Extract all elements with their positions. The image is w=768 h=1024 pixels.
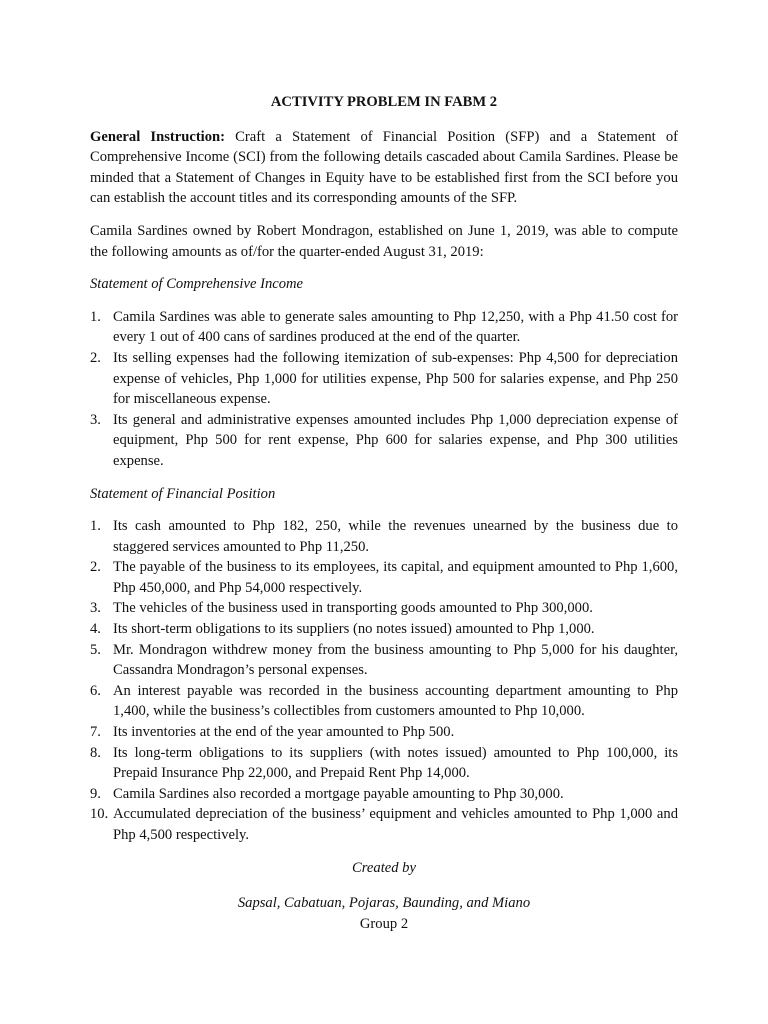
list-item-number: 4. [90, 621, 101, 638]
created-by-label: Created by [352, 859, 416, 876]
list-item [90, 784, 678, 805]
list-item-number: 8. [90, 744, 101, 761]
list-item [90, 743, 678, 784]
list-item [90, 722, 678, 743]
list-item-text: Its cash amounted to Php 182, 250, while the revenues unearned by the business due to staggered services amounted to Php 11,250. [113, 518, 678, 555]
general-instruction-label: General Instruction: [90, 128, 226, 145]
list-item [90, 598, 678, 619]
list-item-number: 1. [90, 518, 101, 535]
list-item-text: Its selling expenses had the following itemization of sub-expenses: Php 4,500 for depreciation expense of vehicles, Php 1,000 for utilities expense, Php 500 for salaries expense, and Php 250 for miscellaneous expense. [113, 349, 678, 408]
list-item-text: Camila Sardines was able to generate sales amounting to Php 12,250, with a Php 41.50 cost for every 1 out of 400 cans of sardines produced at the end of the quarter. [113, 308, 678, 346]
list-item-number: 2. [90, 349, 101, 366]
list-item-text: Accumulated depreciation of the business’ equipment and vehicles amounted to Php 1,000 and Php 4,500 respectively. [113, 806, 678, 843]
list-item-text: Its general and administrative expenses amounted includes Php 1,000 depreciation expense of equipment, Php 500 for rent expense, Php 600 for salaries expense, and Php 300 utilities expense. [113, 411, 678, 469]
general-instruction [90, 127, 678, 209]
list-item [90, 557, 678, 598]
intro-paragraph: Camila Sardines owned by Robert Mondragon, established on June 1, 2019, was able to compute the following amounts as of/for the quarter-ended August 31, 2019: [90, 222, 678, 260]
list-item-text: The vehicles of the business used in transporting goods amounted to Php 300,000. [113, 600, 593, 617]
sci-list [90, 307, 678, 472]
list-item-number: 5. [90, 641, 101, 658]
list-item-number: 10. [90, 806, 109, 823]
list-item [90, 619, 678, 640]
list-item-text: Its short-term obligations to its suppliers (no notes issued) amounted to Php 1,000. [113, 621, 595, 638]
list-item-text: The payable of the business to its employees, its capital, and equipment amounted to Php 1,600, Php 450,000, and Php 54,000 respectively. [113, 559, 678, 596]
list-item-text: Mr. Mondragon withdrew money from the business amounting to Php 5,000 for his daughter, Cassandra Mondragon’s personal expenses. [113, 641, 678, 679]
document-page [90, 92, 678, 934]
list-item [90, 681, 678, 722]
list-item-text: An interest payable was recorded in the business accounting department amounting to Php 1,400, while the business’s collectibles from customers amounted to Php 10,000. [113, 682, 678, 720]
list-item-number: 1. [90, 308, 101, 325]
list-item-number: 2. [90, 559, 101, 576]
list-item-text: Its long-term obligations to its suppliers (with notes issued) amounted to Php 100,000, its Prepaid Insurance Php 22,000, and Prepaid Rent Php 14,000. [113, 744, 678, 782]
page-title: ACTIVITY PROBLEM IN FABM 2 [270, 94, 498, 110]
list-item-text: Its inventories at the end of the year amounted to Php 500. [113, 724, 455, 741]
list-item-number: 9. [90, 785, 101, 802]
sfp-list [90, 516, 678, 846]
list-item-number: 7. [90, 724, 101, 741]
authors-line: Sapsal, Cabatuan, Pojaras, Baunding, and Miano [237, 895, 531, 912]
list-item [90, 410, 678, 472]
list-item [90, 307, 678, 348]
list-item [90, 640, 678, 681]
list-item-text: Camila Sardines also recorded a mortgage payable amounting to Php 30,000. [113, 785, 564, 802]
general-instruction-text: Craft a Statement of Financial Position (SFP) and a Statement of Comprehensive Income (SCI) from the following details cascaded about Camila Sardines. Please be minded that a Statement of Changes in Equity have to be established first from the SCI before you can establish the account titles and its corresponding amounts of the SFP. [90, 128, 679, 207]
list-item-number: 3. [90, 600, 101, 617]
sfp-heading: Statement of Financial Position [90, 485, 276, 502]
group-label: Group 2 [359, 915, 409, 932]
list-item [90, 804, 678, 845]
list-item [90, 516, 678, 557]
list-item-number: 3. [90, 411, 101, 428]
list-item-number: 6. [90, 682, 101, 699]
sci-heading: Statement of Comprehensive Income [90, 276, 304, 293]
list-item [90, 348, 678, 410]
